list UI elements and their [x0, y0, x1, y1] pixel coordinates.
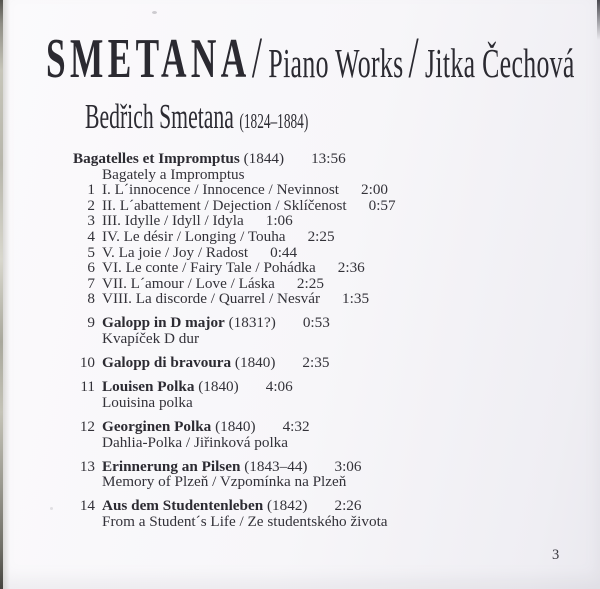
track-row: [62, 182, 592, 198]
track-row: [62, 229, 592, 245]
track-title: VII. L´amour / Love / Láska: [102, 274, 275, 292]
scan-speck: [152, 11, 157, 14]
work-heading: [102, 418, 310, 435]
composer-line: [85, 99, 308, 134]
track-number: 7: [87, 274, 95, 292]
work-heading-row: [62, 459, 592, 475]
work-heading: [73, 150, 346, 167]
scan-speck: [50, 507, 53, 510]
track-group: [62, 498, 592, 529]
track-number: 2: [87, 196, 95, 214]
work-subtitle: Kvapíček D dur: [102, 330, 199, 348]
work-subtitle-row: [62, 395, 592, 411]
work-subtitle-row: [62, 167, 592, 183]
work-year: (1840): [234, 354, 276, 372]
album-title: [46, 25, 575, 90]
work-title: Louisen Polka: [102, 378, 195, 396]
scan-edge-left-fade: [3, 0, 10, 589]
work-subtitle-row: [62, 435, 592, 451]
track-row: [62, 291, 592, 307]
work-duration: 2:35: [302, 354, 330, 372]
track-number: 13: [79, 457, 95, 475]
track-group: [62, 151, 592, 307]
work-subtitle: From a Student´s Life / Ze studentského života: [102, 512, 388, 530]
track-number: 11: [80, 378, 95, 396]
track-body: [102, 197, 396, 214]
work-duration: 2:26: [334, 497, 362, 515]
track-title: II. L´abattement / Dejection / Sklíčenost: [102, 196, 347, 214]
track-title: III. Idylle / Idyll / Idyla: [102, 212, 244, 230]
track-number: 6: [87, 259, 95, 277]
track-number: 5: [87, 243, 95, 261]
work-heading-row: [62, 379, 592, 395]
track-group: [62, 315, 592, 346]
work-year: (1844): [243, 150, 285, 167]
work-subtitle: Memory of Plzeň / Vzpomínka na Plzeň: [102, 473, 347, 491]
work-title: Bagatelles et Impromptus: [73, 150, 240, 167]
work-subtitle: Dahlia-Polka / Jiřinková polka: [102, 433, 289, 451]
track-duration: 2:25: [307, 227, 335, 245]
tracklist: [62, 151, 592, 529]
work-title: Erinnerung an Pilsen: [102, 457, 241, 475]
work-year: (1840): [198, 378, 239, 396]
work-duration: 4:32: [282, 417, 310, 435]
work-duration: 0:53: [302, 314, 330, 332]
track-body: [102, 290, 369, 307]
track-body: [102, 212, 293, 229]
work-heading: [102, 497, 362, 514]
track-title: VIII. La discorde / Quarrel / Nesvár: [102, 290, 321, 308]
track-title: I. L´innocence / Innocence / Nevinnost: [102, 181, 340, 199]
track-duration: 2:00: [361, 181, 389, 199]
track-row: [62, 245, 592, 261]
track-title: V. La joie / Joy / Radost: [102, 243, 249, 261]
track-number: 12: [79, 417, 95, 435]
track-number: 4: [87, 227, 95, 245]
work-heading: [102, 314, 330, 331]
track-group: [62, 355, 592, 371]
work-title: Galopp di bravoura: [102, 354, 232, 372]
work-heading-row: [62, 315, 592, 331]
work-heading: [102, 458, 362, 475]
work-heading-row: [62, 419, 592, 435]
track-number: 3: [87, 212, 95, 230]
track-duration: 0:44: [270, 243, 298, 261]
work-heading: [102, 354, 329, 371]
work-heading: [102, 378, 293, 395]
slash-separator: /: [408, 25, 419, 90]
track-row: [62, 276, 592, 292]
work-subtitle: Bagately a Impromptus: [102, 165, 245, 183]
track-number: 8: [87, 290, 95, 308]
track-body: [102, 228, 335, 245]
work-duration: 13:56: [311, 150, 346, 167]
track-body: [102, 181, 388, 198]
track-number: 1: [87, 181, 95, 199]
track-number: 9: [87, 314, 95, 332]
track-group: [62, 419, 592, 450]
work-subtitle: Louisina polka: [102, 393, 193, 411]
work-title: Georginen Polka: [102, 417, 212, 435]
track-body: [102, 275, 324, 292]
composer-dates: (1824–1884): [239, 109, 309, 133]
track-row: [62, 260, 592, 276]
track-group: [62, 379, 592, 410]
work-year: (1831?): [228, 314, 276, 332]
page-number: 3: [552, 547, 560, 563]
track-body: [102, 259, 365, 276]
track-duration: 1:06: [265, 212, 293, 230]
work-title: Galopp in D major: [102, 314, 225, 332]
track-row: [62, 213, 592, 229]
work-subtitle-row: [62, 331, 592, 347]
work-subtitle-row: [62, 514, 592, 530]
track-number: 10: [79, 354, 95, 372]
track-title: IV. Le désir / Longing / Touha: [102, 227, 286, 245]
track-title: VI. Le conte / Fairy Tale / Pohádka: [102, 259, 316, 277]
composer-name: Bedřich Smetana: [85, 97, 234, 136]
track-duration: 2:25: [296, 274, 324, 292]
album-artist-text: SMETANA: [46, 28, 251, 90]
track-duration: 0:57: [368, 196, 396, 214]
performer-text: Jitka Čechová: [424, 40, 575, 86]
track-duration: 2:36: [337, 259, 365, 277]
work-duration: 4:06: [265, 378, 293, 396]
album-title-text: Piano Works: [268, 40, 404, 86]
work-subtitle-row: [62, 474, 592, 490]
work-duration: 3:06: [334, 457, 362, 475]
work-heading-row: [62, 355, 592, 371]
track-group: [62, 459, 592, 490]
track-number: 14: [79, 497, 95, 515]
track-duration: 1:35: [342, 290, 370, 308]
work-heading-row: [62, 498, 592, 514]
track-row: [62, 198, 592, 214]
work-heading-row: [62, 151, 592, 167]
track-body: [102, 244, 297, 261]
work-title: Aus dem Studentenleben: [102, 497, 264, 515]
work-year: (1842): [266, 497, 308, 515]
work-year: (1840): [215, 417, 256, 435]
work-year: (1843–44): [244, 457, 308, 475]
slash-separator: /: [251, 25, 263, 90]
